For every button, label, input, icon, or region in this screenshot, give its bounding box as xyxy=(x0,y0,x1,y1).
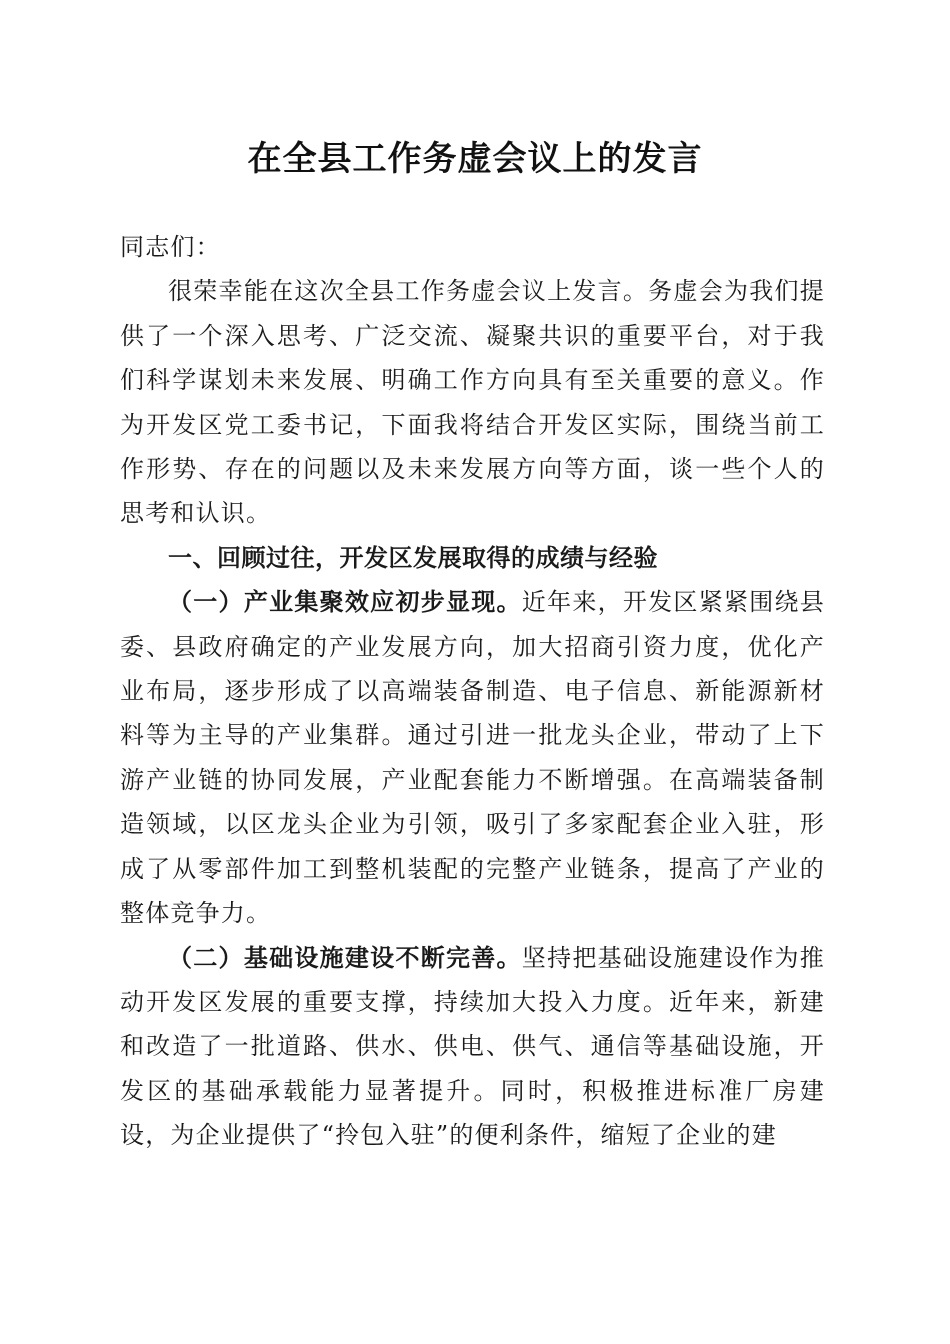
paragraph-infrastructure xyxy=(120,936,825,1158)
paragraph-industry-cluster-text: 近年来，开发区紧紧围绕县委、县政府确定的产业发展方向，加大招商引资力度，优化产业布局，逐步形成了以高端装备制造、电子信息、新能源新材料等为主导的产业集群。通过引进一批龙头企业，带动了上下游产业链的协同发展，产业配套能力不断增强。在高端装备制造领域，以区龙头企业为引领，吸引了多家配套企业入驻，形成了从零部件加工到整机装配的完整产业链条，提高了产业的整体竞争力。 xyxy=(120,588,825,928)
intro-paragraph: 很荣幸能在这次全县工作务虚会议上发言。务虚会为我们提供了一个深入思考、广泛交流、凝聚共识的重要平台，对于我们科学谋划未来发展、明确工作方向具有至关重要的意义。作为开发区党工委书记，下面我将结合开发区实际，围绕当前工作形势、存在的问题以及未来发展方向等方面，谈一些个人的思考和认识。 xyxy=(120,277,825,528)
section-heading: 一、回顾过往，开发区发展取得的成绩与经验 xyxy=(168,543,658,572)
document-title: 在全县工作务虚会议上的发言 xyxy=(247,139,703,179)
document-body xyxy=(120,225,825,1158)
paragraph-industry-cluster xyxy=(120,580,825,935)
salutation: 同志们： xyxy=(120,233,221,261)
subheading-infrastructure: （二）基础设施建设不断完善。 xyxy=(168,942,522,972)
paragraph-infrastructure-text: 坚持把基础设施建设作为推动开发区发展的重要支撑，持续加大投入力度。近年来，新建和改造了一批道路、供水、供电、供气、通信等基础设施，开发区的基础承载能力显著提升。同时，积极推进标准厂房建设，为企业提供了“拎包入驻”的便利条件，缩短了企业的建 xyxy=(120,943,825,1150)
subheading-industry-cluster: （一）产业集聚效应初步显现。 xyxy=(168,587,522,617)
